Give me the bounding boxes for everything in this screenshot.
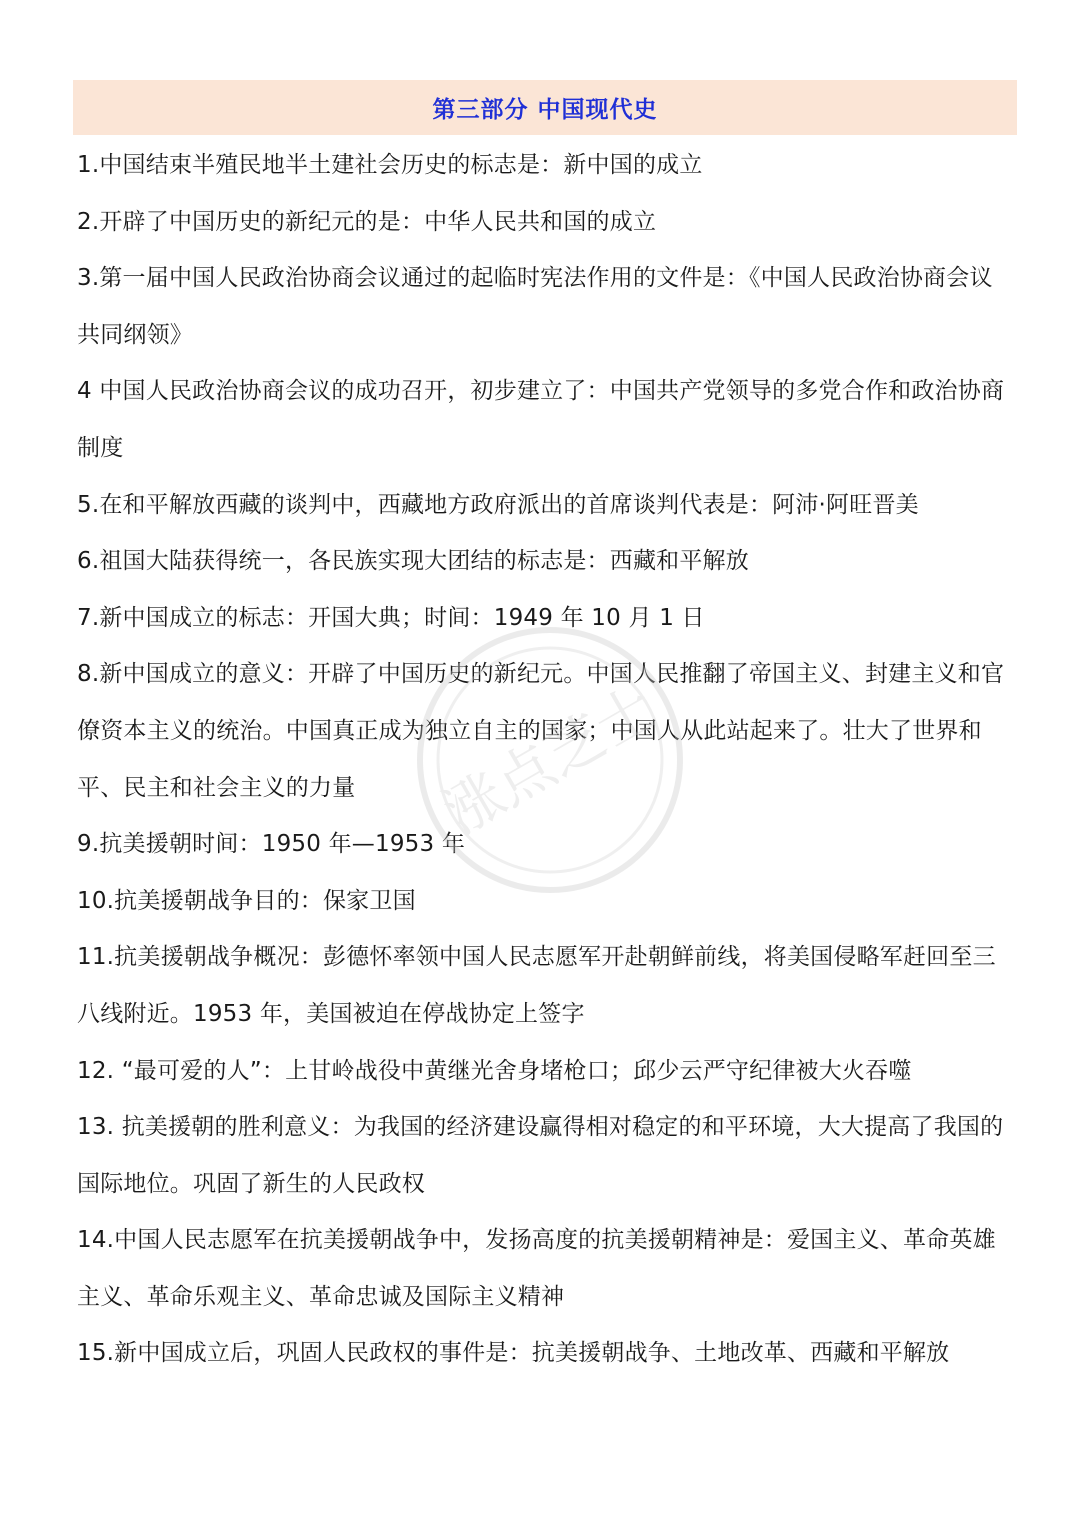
list-item: 10.抗美援朝战争目的：保家卫国 [77, 887, 416, 914]
watermark-text: 涨点芝士 [432, 672, 668, 848]
list-item: 2.开辟了中国历史的新纪元的是：中华人民共和国的成立 [77, 208, 657, 235]
section-title-bar [73, 80, 1017, 135]
list-item: 9.抗美援朝时间：1950 年—1953 年 [77, 831, 466, 858]
list-item: 11.抗美援朝战争概况：彭德怀率领中国人民志愿军开赴朝鲜前线，将美国侵略军赶回至三八线附近。1953 年，美国被迫在停战协定上签字 [77, 944, 996, 1027]
list-item: 5.在和平解放西藏的谈判中，西藏地方政府派出的首席谈判代表是：阿沛·阿旺晋美 [77, 491, 919, 518]
list-item: 3.第一届中国人民政治协商会议通过的起临时宪法作用的文件是：《中国人民政治协商会议共同纲领》 [77, 265, 993, 348]
list-item: 7.新中国成立的标志：开国大典；时间：1949 年 10 月 1 日 [77, 604, 705, 631]
question-list [77, 137, 1011, 1382]
list-item: 13. 抗美援朝的胜利意义：为我国的经济建设赢得相对稳定的和平环境，大大提高了我国的国际地位。巩固了新生的人民政权 [77, 1114, 1004, 1197]
list-item: 4 中国人民政治协商会议的成功召开，初步建立了：中国共产党领导的多党合作和政治协商制度 [77, 378, 1005, 461]
list-item: 8.新中国成立的意义：开辟了中国历史的新纪元。中国人民推翻了帝国主义、封建主义和官僚资本主义的统治。中国真正成为独立自主的国家；中国人从此站起来了。壮大了世界和平、民主和社会主义的力量 [77, 661, 1005, 801]
list-item: 1.中国结束半殖民地半土建社会历史的标志是：新中国的成立 [77, 152, 703, 178]
section-title: 第三部分 中国现代史 [432, 97, 658, 123]
list-item: 6.祖国大陆获得统一，各民族实现大团结的标志是：西藏和平解放 [77, 548, 749, 575]
list-item: 14.中国人民志愿军在抗美援朝战争中，发扬高度的抗美援朝精神是：爱国主义、革命英雄主义、革命乐观主义、革命忠诚及国际主义精神 [77, 1227, 996, 1310]
list-item: 15.新中国成立后，巩固人民政权的事件是：抗美援朝战争、土地改革、西藏和平解放 [77, 1340, 950, 1367]
list-item: 12. “最可爱的人”：上甘岭战役中黄继光舍身堵枪口；邱少云严守纪律被大火吞噬 [77, 1057, 912, 1084]
